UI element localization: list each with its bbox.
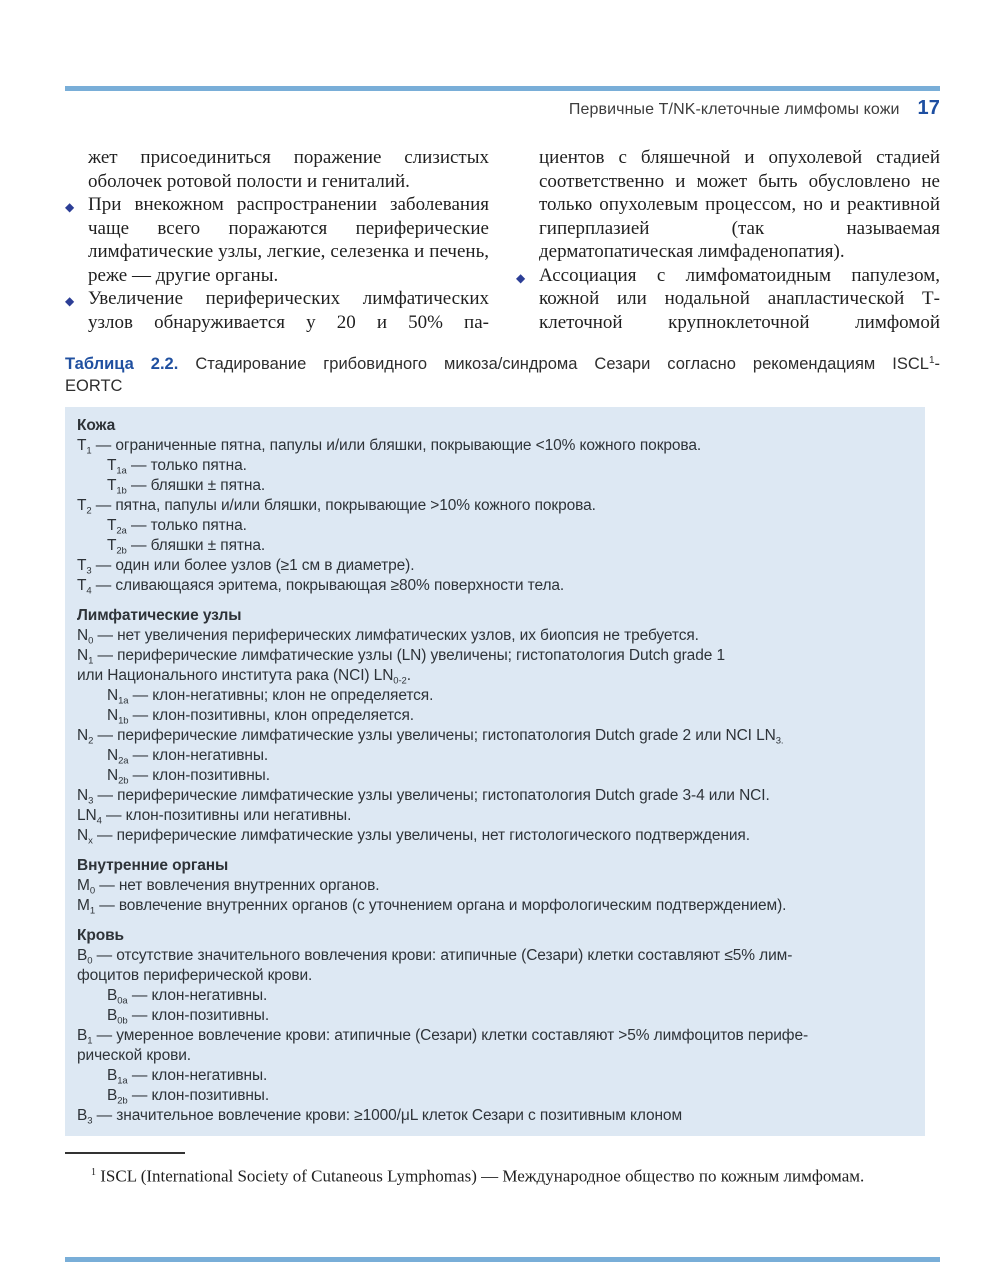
- bullet-diamond-icon: ◆: [65, 294, 75, 308]
- staging-row: $N_{2b}$ — клон-позитивны.: [107, 767, 270, 787]
- running-head: [65, 97, 940, 120]
- bullet-item: ◆ Ассоциация с лимфоматоидным папулезом, кожной или нодальной анапластической Т-клеточной крупноклеточной лимфомой: [516, 264, 940, 333]
- staging-section: [77, 926, 911, 1126]
- paragraph-continuation: жет присоединиться поражение слизистых оболочек ротовой полости и гениталий.: [88, 147, 489, 192]
- staging-row: $T_3$ — один или более узлов (≥1 см в диаметре).: [77, 557, 415, 577]
- staging-row: $T_{1b}$ — бляшки ± пятна.: [107, 477, 266, 497]
- staging-row: $B_1$ — умеренное вовлечение крови: атипичные (Сезари) клетки составляют >5% лимфоцитов перифе- рической крови.: [77, 1027, 809, 1064]
- right-column: [516, 146, 940, 334]
- staging-section: [77, 416, 911, 596]
- staging-row: $N_2$ — периферические лимфатические узлы увеличены; гистопатология Dutch grade 2 или NCI $LN_{3.}$: [77, 727, 784, 747]
- staging-table: [65, 407, 925, 1136]
- staging-section: [77, 856, 911, 916]
- staging-section-title: Кожа: [77, 417, 116, 434]
- table-caption-line2: EORTC: [65, 377, 123, 395]
- bullet-item: ◆ При внекожном распространении заболевания чаще всего поражаются периферические лимфатические узлы, легкие, селезенка и печень, реже — другие органы.: [65, 194, 489, 286]
- staging-row: $B_{0b}$ — клон-позитивны.: [107, 1007, 270, 1027]
- staging-row: $T_{2a}$ — только пятна.: [107, 517, 247, 537]
- page-header-title: Первичные Т/NK-клеточные лимфомы кожи: [568, 101, 900, 118]
- bullet-diamond-icon: ◆: [516, 270, 526, 285]
- staging-row: $M_1$ — вовлечение внутренних органов (с уточнением органа и морфологическим подтверждением).: [77, 897, 787, 917]
- staging-row: $T_4$ — сливающаяся эритема, покрывающая ≥80% поверхности тела.: [77, 577, 565, 597]
- paragraph-continuation: циентов с бляшечной и опухолевой стадией соответственно и может быть обусловлено не только опухолевым процессом, но и реактивной гиперплазией (так называемая дерматопатическая лимфаденопатия).: [539, 147, 940, 262]
- staging-section: [77, 606, 911, 846]
- staging-row: $N_1$ — периферические лимфатические узлы (LN) увеличены; гистопатология Dutch grade 1 или Национального института рака (NCI) $LN_{0-2}$.: [77, 647, 725, 687]
- staging-row: $T_1$ — ограниченные пятна, папулы и/или бляшки, покрывающие <10% кожного покрова.: [77, 437, 702, 457]
- staging-row: $M_0$ — нет вовлечения внутренних органов.: [77, 877, 380, 897]
- body-text: [65, 146, 940, 334]
- staging-section-title: Внутренние органы: [77, 857, 229, 874]
- staging-row: $N_{1a}$ — клон-негативны; клон не определяется.: [107, 687, 434, 707]
- staging-row: $B_{0a}$ — клон-негативны.: [107, 987, 268, 1007]
- staging-row: $N_x$ — периферические лимфатические узлы увеличены, нет гистологического подтверждения.: [77, 827, 750, 847]
- table-caption-line1: [65, 350, 940, 375]
- footnote-body: ISCL (International Society of Cutaneous Lymphomas) — Международное общество по кожным лимфомам.: [100, 1166, 865, 1186]
- footnote: [65, 1152, 940, 1188]
- left-column: [65, 146, 489, 334]
- staging-row: $B_0$ — отсутствие значительного вовлечения крови: атипичные (Сезари) клетки составляют ≤5% лим- фоцитов периферической крови.: [77, 947, 793, 984]
- page-number: 17: [917, 97, 940, 119]
- footnote-rule: [65, 1152, 185, 1154]
- staging-row: $N_{2a}$ — клон-негативны.: [107, 747, 269, 767]
- bottom-rule: [65, 1257, 940, 1262]
- table-caption-label: Таблица 2.2.: [65, 355, 179, 373]
- table-caption-text: Стадирование грибовидного микоза/синдрома Сезари согласно рекомендациям ISCL: [178, 355, 929, 373]
- bullet-item: ◆ Увеличение периферических лимфатических узлов обнаруживается у 20 и 50% па-: [65, 288, 489, 333]
- staging-row: $B_3$ — значительное вовлечение крови: ≥1000/μL клеток Сезари с позитивным клоном: [77, 1107, 683, 1127]
- staging-row: $B_{2b}$ — клон-позитивны.: [107, 1087, 270, 1107]
- table-caption: [65, 350, 940, 397]
- footnote-marker: 1: [91, 1167, 96, 1178]
- footnote-text: [65, 1161, 940, 1188]
- staging-row: $N_3$ — периферические лимфатические узлы увеличены; гистопатология Dutch grade 3-4 или NCI.: [77, 787, 770, 807]
- staging-row: $T_{2b}$ — бляшки ± пятна.: [107, 537, 266, 557]
- staging-row: $LN_4$ — клон-позитивны или негативны.: [77, 807, 352, 827]
- staging-row: $T_2$ — пятна, папулы и/или бляшки, покрывающие >10% кожного покрова.: [77, 497, 596, 517]
- staging-row: $N_0$ — нет увеличения периферических лимфатических узлов, их биопсия не требуется.: [77, 627, 699, 647]
- staging-row: $B_{1a}$ — клон-негативны.: [107, 1067, 268, 1087]
- table-caption-tail: -: [934, 355, 940, 373]
- bullet-diamond-icon: ◆: [65, 200, 75, 214]
- staging-row: $T_{1a}$ — только пятна.: [107, 457, 247, 477]
- top-rule: [65, 86, 940, 91]
- staging-section-title: Лимфатические узлы: [77, 607, 242, 624]
- staging-row: $N_{1b}$ — клон-позитивны, клон определяется.: [107, 707, 414, 727]
- table-caption-footnote-ref: 1: [928, 355, 935, 366]
- staging-section-title: Кровь: [77, 927, 124, 944]
